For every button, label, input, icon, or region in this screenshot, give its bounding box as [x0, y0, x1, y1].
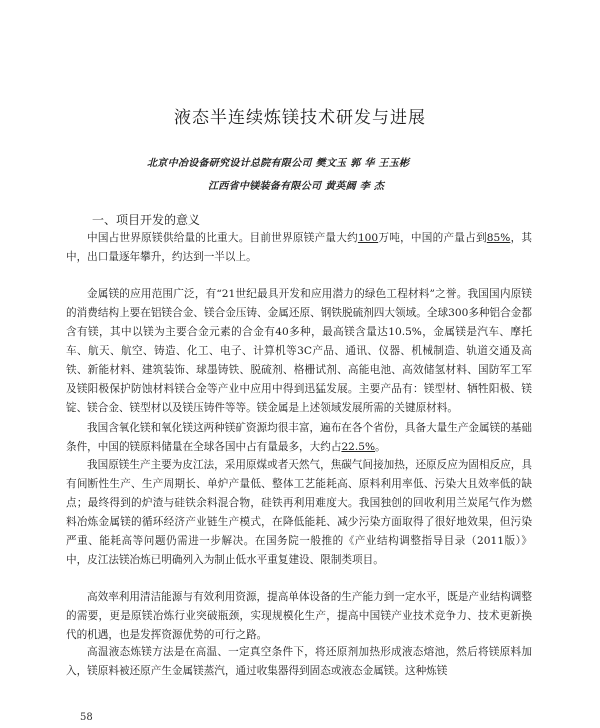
underlined-value: 100	[357, 232, 379, 244]
author-affiliation-1: 北京中冶设备研究设计总院有限公司 樊文玉 郭 华 王玉彬	[147, 158, 410, 169]
paragraph-text: 。	[375, 441, 386, 453]
paragraph-6: 高温液态炼镁方法是在高温、一定真空条件下，将还原剂加热形成液态熔池，然后将镁原料加入，镁原料被还原产生金属镁蒸汽，通过收集器得到固态或液态金属镁。这种炼镁	[66, 646, 532, 677]
underlined-value: 22.5%	[341, 441, 376, 453]
page-number: 58	[80, 712, 93, 723]
paper-title: 液态半连续炼镁技术研发与进展	[174, 108, 426, 128]
paragraph-5: 高效率利用清洁能源与有效利用资源，提高单体设备的生产能力到一定水平，既是产业结构调整的需要，更是原镁冶炼行业突破瓶颈，实现规模化生产，提高中国镁产业技术竞争力、技术更新换代的机遇，也是发挥资源优势的可行之路。	[66, 591, 532, 641]
paragraph-text: 我国含氧化镁和氧化镁这两种镁矿资源均很丰富，遍布在各个省份，具备大量生产金属镁的基础条件，中国的镁原料储量在全球各国中占有量最多，大约占	[66, 422, 532, 453]
paragraph-text: ，其中，出口量逐年攀升，约达到一半以上。	[66, 232, 533, 263]
paragraph-3	[66, 419, 532, 457]
section-heading: 一、项目开发的意义	[92, 213, 201, 227]
underlined-value: 85%	[486, 232, 511, 244]
author-affiliation-2: 江西省中镁装备有限公司 黄英阔 李 杰	[208, 181, 385, 192]
paragraph-text: 万吨，中国的产量占到	[378, 232, 487, 244]
paragraph-1	[66, 229, 532, 267]
paragraph-text: 中国占世界原镁供给量的比重大。目前世界原镁产量大约	[87, 232, 358, 244]
paragraph-4: 我国原镁生产主要为皮江法，采用原煤或者天然气，焦碳气间接加热，还原反应为固相反应，具有间断性生产、生产周期长、单炉产量低、整体工艺能耗高、原料利用率低、污染大且效率低的缺点；最终得到的炉渣与硅铁余料混合物，硅铁再利用难度大。我国独创的回收利用兰炭尾气作为燃料冶炼金属镁的循环经济产业链生产模式，在降低能耗、减少污染方面取得了很好地效果，但污染严重、能耗高等问题仍需进一步解决。在国务院一般推的《产业结构调整指导目录（2011版）》中，皮江法镁冶炼已明确列入为制止低水平重复建设、限制类项目。	[66, 459, 532, 566]
paragraph-2: 金属镁的应用范围广泛，有“21世纪最具开发和应用潜力的绿色工程材料”之誉。我国国内原镁的消费结构上要在铝镁合金、镁合金压铸、金属还原、钢铁脱硫剂四大领域。全球300多种铝合金都含有镁，其中以镁为主要合金元素的合金有40多种，最高镁含量达10.5%，金属镁是汽车、摩托车、航天、航空、铸造、化工、电子、计算机等3C产品、通讯、仪器、机械制造、轨道交通及高铁、新能材料、建筑装饰、球墨铸铁、脱硫剂、格栅试剂、高能电池、高效储氢材料、国防军工军及镁阳极保护防蚀材料镁合金等产业中应用中得到迅猛发展。主要产品有：镁型材、牺牲阳极、镁锭、镁合金、镁型材以及镁压铸件等等。镁金属是上述领域发展所需的关键原材料。	[66, 288, 532, 414]
